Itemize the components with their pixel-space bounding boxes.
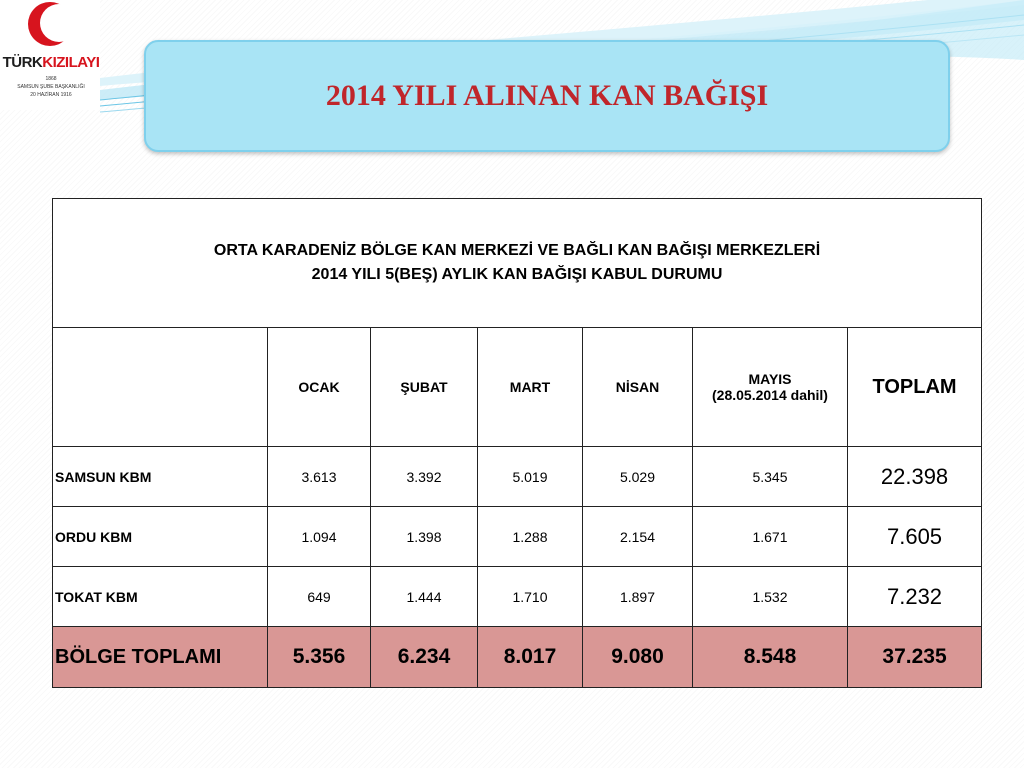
row-name: ORDU KBM xyxy=(53,507,268,567)
sum-cell: 6.234 xyxy=(371,627,478,688)
table-cell: 1.532 xyxy=(693,567,848,627)
row-total: 22.398 xyxy=(848,447,982,507)
table-row xyxy=(53,567,982,627)
row-total: 7.605 xyxy=(848,507,982,567)
sum-row-name: BÖLGE TOPLAMI xyxy=(53,627,268,688)
table-cell: 3.392 xyxy=(371,447,478,507)
sum-cell: 8.017 xyxy=(478,627,583,688)
table-cell: 1.710 xyxy=(478,567,583,627)
logo-line1: 1868 xyxy=(45,76,57,82)
table-cell: 3.613 xyxy=(268,447,371,507)
header-month: MART xyxy=(478,328,583,447)
table-cell: 649 xyxy=(268,567,371,627)
sum-cell: 9.080 xyxy=(583,627,693,688)
donation-table xyxy=(52,198,982,688)
table-cell: 1.094 xyxy=(268,507,371,567)
table-row xyxy=(53,447,982,507)
table-cell: 5.029 xyxy=(583,447,693,507)
footer-url: www.kizilay.org.tr xyxy=(445,742,522,753)
kizilay-logo xyxy=(0,0,100,110)
sum-cell: 8.548 xyxy=(693,627,848,688)
slide-title: 2014 YILI ALINAN KAN BAĞIŞI xyxy=(325,79,769,112)
header-month: OCAK xyxy=(268,328,371,447)
row-name: TOKAT KBM xyxy=(53,567,268,627)
table-cell: 2.154 xyxy=(583,507,693,567)
table-cell: 5.019 xyxy=(478,447,583,507)
sum-cell: 5.356 xyxy=(268,627,371,688)
header-total: TOPLAM xyxy=(848,328,982,447)
table-cell: 5.345 xyxy=(693,447,848,507)
table-cell: 1.444 xyxy=(371,567,478,627)
table-cell: 1.897 xyxy=(583,567,693,627)
row-name: SAMSUN KBM xyxy=(53,447,268,507)
table-row xyxy=(53,507,982,567)
logo-brand: TÜRKKIZILAYI xyxy=(2,54,100,71)
caption-row xyxy=(53,199,982,328)
table-cell: 1.398 xyxy=(371,507,478,567)
header-month: NİSAN xyxy=(583,328,693,447)
table-caption: ORTA KARADENİZ BÖLGE KAN MERKEZİ VE BAĞLI KAN BAĞIŞI MERKEZLERİ 2014 YILI 5(BEŞ) AYLIK KAN BAĞIŞI KABUL DURUMU xyxy=(53,199,982,328)
header-month-mayis: MAYIS (28.05.2014 dahil) xyxy=(693,328,848,447)
table-cell: 1.671 xyxy=(693,507,848,567)
header-month: ŞUBAT xyxy=(371,328,478,447)
table-cell: 1.288 xyxy=(478,507,583,567)
logo-line2: SAMSUN ŞUBE BAŞKANLIĞI xyxy=(17,84,85,90)
header-row xyxy=(53,328,982,447)
sum-row xyxy=(53,627,982,688)
logo-line3: 20 HAZİRAN 1916 xyxy=(30,92,72,98)
title-box xyxy=(144,40,950,152)
sum-total: 37.235 xyxy=(848,627,982,688)
row-total: 7.232 xyxy=(848,567,982,627)
header-corner xyxy=(53,328,268,447)
